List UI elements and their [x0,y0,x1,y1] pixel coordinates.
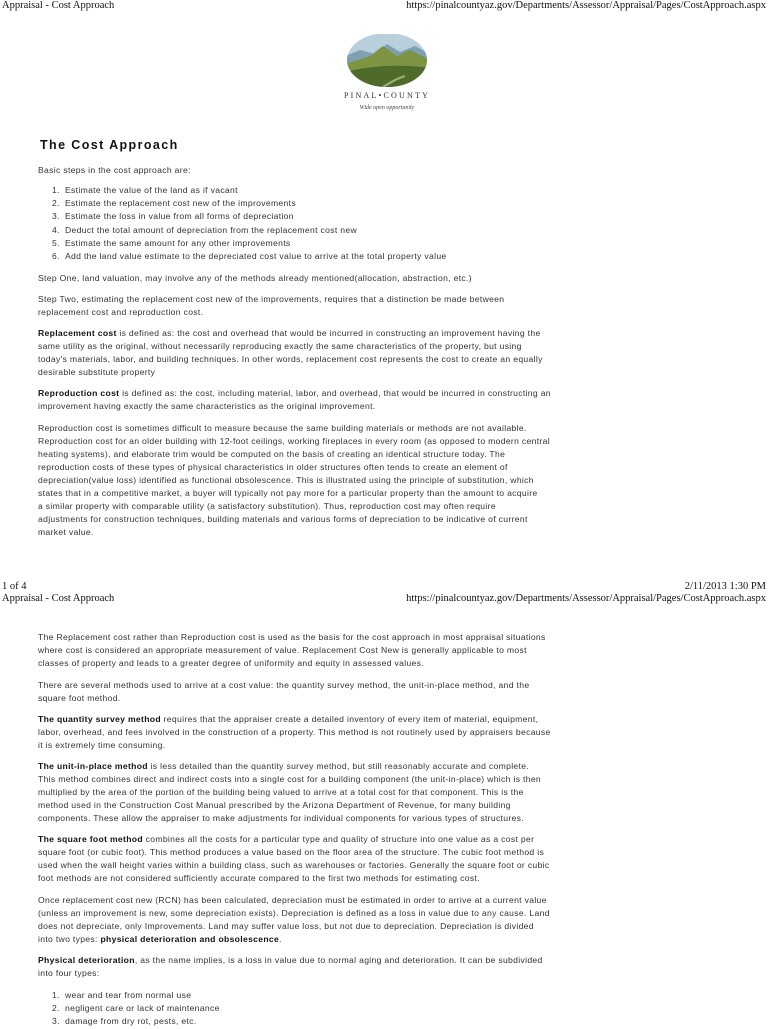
text-run: Reproduction cost for an older building with 12-foot ceilings, working fireplaces in every room (as opposed to modern central [38,436,550,446]
text-run: classes of property and leads to a greater degree of uniformity and equity in assessed values. [38,658,424,668]
paragraph [38,293,504,319]
text-run: market value. [38,527,94,537]
list-number: 6. [52,251,60,262]
text-run: (unless an improvement is new, some depreciation exists). Depreciation is defined as a loss in value due to any cause. Land [38,908,550,918]
list-item [52,197,447,210]
list-item [52,224,447,237]
list-item-text: Estimate the replacement cost new of the improvements [65,198,296,209]
paragraph [38,327,543,379]
page-title: The Cost Approach [40,138,179,152]
paragraph [38,422,550,539]
bold-term: The unit-in-place method [38,761,148,771]
text-run: it is extremely time consuming. [38,740,166,750]
list-item-text: Deduct the total amount of depreciation from the replacement cost new [65,224,357,235]
header-url[interactable]: https://pinalcountyaz.gov/Departments/Assessor/Appraisal/Pages/CostApproach.aspx [406,0,766,11]
text-run: same utility as the original, without necessarily reproducing exactly the same characteristics of the property, but using [38,341,522,351]
text-run: combines all the costs for a particular type and quality of structure into one value as a cost per [142,834,535,844]
paragraph [38,760,541,825]
text-run: used when the wall height varies within a building class, such as warehouses or factories. Generally the square foot or cubic [38,860,550,870]
list-item [52,210,447,223]
paragraph [38,272,472,285]
list-number: 2. [52,198,60,209]
bold-term: The quantity survey method [38,714,161,724]
text-run: into two types: [38,934,101,944]
logo-name: PINAL•COUNTY [343,91,431,100]
bold-term: The square foot method [38,834,143,844]
text-run: improvement having exactly the same characteristics as the original improvement. [38,401,376,411]
paragraph [38,631,546,670]
text-run: Step Two, estimating the replacement cost new of the improvements, requires that a distinction be made between [38,294,505,304]
landscape-icon [325,34,450,119]
text-run: replacement cost and reproduction cost. [38,307,204,317]
paragraph [38,954,543,980]
text-run: heating systems), and elaborate trim would be computed on the basis of creating an identical structure today. The [38,449,506,459]
text-run: components. These allow the appraiser to make adjustments for individual components for various types of structures. [38,813,524,823]
text-run: a similar property with comparable utility (a satisfactory substitution). Thus, reproduction cost may often require [38,501,496,511]
text-run: square foot (or cubic foot). This method produces a value based on the floor area of the structure. The cubic foot method is [38,847,545,857]
list-number: 4. [52,224,60,235]
text-run: is defined as: the cost, including material, labor, and overhead, that would be incurred in constructing an [119,388,551,398]
text-run: today's materials, labor, and building techniques. In other words, replacement cost represents the cost to create an equally [38,354,543,364]
text-run: square foot method. [38,693,121,703]
text-run: multiplied by the area of the portion of the building being valued to arrive at a total cost for that component. This is the [38,787,524,797]
list-item-text: wear and tear from normal use [65,990,192,1000]
text-run: This method combines direct and indirect costs into a single cost for a building component (the unit-in-place) which is then [38,774,542,784]
text-run: is defined as: the cost and overhead that would be incurred in constructing an improvement having the [116,328,541,338]
list-number: 3. [52,1016,60,1027]
list-item [52,989,220,1002]
list-item-text: Estimate the value of the land as if vacant [65,185,238,195]
text-run: does not depreciate, only Improvements. Land may suffer value loss, but not due to depreciation. Depreciation is divided [38,921,534,931]
text-run: desirable substitute property [38,367,156,377]
bold-term: Physical deterioration [38,955,135,965]
text-run: states that in a competitive market, a buyer will typically not pay more for a particular property than the amount to acquire [38,488,538,498]
list-item-text: Estimate the loss in value from all forms of depreciation [65,211,294,222]
paragraph [38,387,551,413]
text-run: . [279,934,282,944]
text-run: labor, overhead, and fees involved in the construction of a property. This method is not routinely used by appraisers because [38,727,551,737]
list-number: 3. [52,211,60,222]
header-title-page2: Appraisal - Cost Approach [2,593,115,604]
text-run: requires that the appraiser create a detailed inventory of every item of material, equipment, [160,714,539,724]
list-item-text: damage from dry rot, pests, etc. [65,1016,197,1027]
bold-term: Reproduction cost [38,388,120,398]
text-run: Once replacement cost new (RCN) has been calculated, depreciation must be estimated in order to arrive at a current value [38,895,547,905]
intro-text: Basic steps in the cost approach are: [38,165,191,175]
header-title: Appraisal - Cost Approach [2,0,115,11]
text-run: Reproduction cost is sometimes difficult to measure because the same building materials or methods are not available. [38,423,527,433]
steps-list [52,184,447,263]
pinal-county-logo [325,34,450,119]
paragraph [38,713,551,752]
text-run: There are several methods used to arrive at a cost value: the quantity survey method, the unit-in-place method, and the [38,680,530,690]
footer-datetime: 2/11/2013 1:30 PM [684,581,766,592]
text-run: foot methods are not considered sufficiently accurate compared to the first two methods for estimating cost. [38,873,480,883]
text-run: Step One, land valuation, may involve any of the methods already mentioned(allocation, abstraction, etc.) [38,273,472,283]
text-run: reproduction costs of these types of physical characteristics in older structures often tends to create an element of [38,462,508,472]
text-run: into four types: [38,968,100,978]
text-run: is less detailed than the quantity survey method, but still reasonably accurate and complete. [147,761,530,771]
text-run: depreciation(value loss) identified as functional obsolescence. This is illustrated using the principle of substitution, which [38,475,534,485]
list-number: 5. [52,237,60,248]
paragraph [38,894,550,946]
list-item [52,1002,220,1015]
list-item [52,250,447,263]
list-number: 1. [52,185,60,195]
list-item [52,1015,220,1028]
bold-term: Replacement cost [38,328,117,338]
header-url-page2[interactable]: https://pinalcountyaz.gov/Departments/Assessor/Appraisal/Pages/CostApproach.aspx [406,593,766,604]
paragraph [38,679,529,705]
text-run: The Replacement cost rather than Reproduction cost is used as the basis for the cost approach in most appraisal situations [38,632,546,642]
bold-term: physical deterioration and obsolescence [100,934,280,944]
list-number: 1. [52,990,60,1000]
list-number: 2. [52,1003,60,1014]
paragraph [38,833,549,885]
text-run: adjustments for construction techniques, building materials and various forms of depreciation to be indicative of current [38,514,528,524]
list-item-text: Estimate the same amount for any other improvements [65,237,291,248]
list-item [52,184,447,197]
list-item-text: negligent care or lack of maintenance [65,1003,220,1014]
text-run: , as the name implies, is a loss in value due to normal aging and deterioration. It can be subdivided [134,955,543,965]
list-item [52,237,447,250]
text-run: where cost is considered an appropriate measurement of value. Replacement Cost New is generally applicable to most [38,645,527,655]
footer-page-number: 1 of 4 [2,581,27,592]
text-run: method used in the Construction Cost Manual prescribed by the Arizona Department of Revenue, for many building [38,800,511,810]
deterioration-types-list [52,989,220,1029]
logo-tagline: Wide open opportunity [359,105,415,111]
list-item-text: Add the land value estimate to the depreciated cost value to arrive at the total property value [65,251,447,262]
